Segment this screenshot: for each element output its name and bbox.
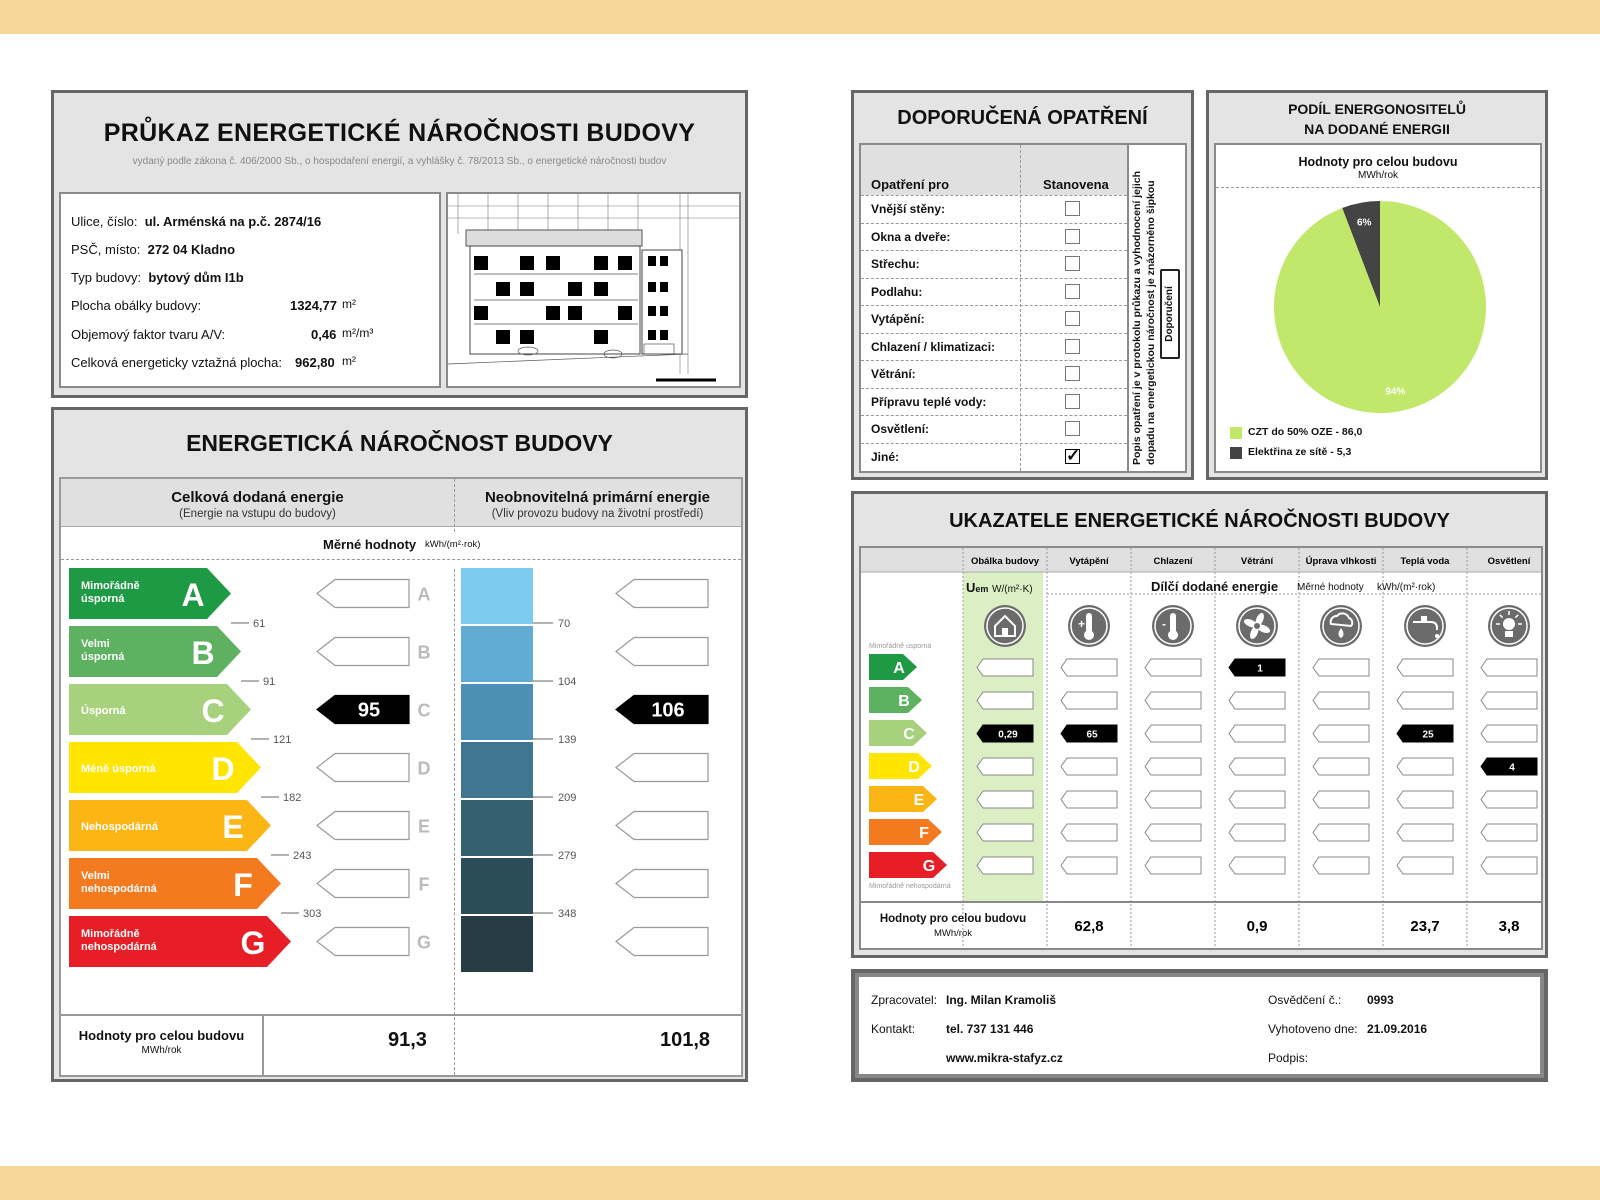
dash-line xyxy=(61,559,741,560)
measure-checkbox[interactable] xyxy=(1065,339,1080,354)
indicator-empty-slot xyxy=(1145,692,1201,709)
indicators-total-unit: MWh/rok xyxy=(934,928,972,939)
delivered-threshold: 243 xyxy=(293,850,312,862)
class-label-a-2: úsporná xyxy=(81,593,125,605)
indicator-marker-value: 4 xyxy=(1509,762,1515,774)
dash-line xyxy=(1216,187,1540,188)
legend-swatch-electricity xyxy=(1230,447,1242,459)
bulb-icon xyxy=(1488,605,1530,647)
primary-threshold: 348 xyxy=(558,908,577,920)
measure-label: Chlazení / klimatizaci: xyxy=(871,339,996,354)
partial-energy-sub: Měrné hodnoty xyxy=(1297,582,1364,593)
legend-label-czt: CZT do 50% OZE - 86,0 xyxy=(1248,426,1363,438)
floor-area-value: 962,80 xyxy=(295,355,335,370)
measure-checkbox[interactable] xyxy=(1065,201,1080,216)
indicator-empty-slot xyxy=(1313,725,1369,742)
delivered-slot-letter-e: E xyxy=(417,816,431,837)
measures-col2-header: Stanovena xyxy=(1043,177,1109,192)
class-letter-e: E xyxy=(222,809,244,845)
measures-col1-header: Opatření pro xyxy=(871,177,950,192)
indicator-column-header: Osvětlení xyxy=(1487,556,1531,567)
signature-label: Podpis: xyxy=(1268,1051,1309,1065)
indicator-column-header: Větrání xyxy=(1240,556,1274,567)
cooling-thermometer-icon xyxy=(1152,605,1194,647)
partial-energy-label: Dílčí dodané energie xyxy=(1151,579,1279,594)
measure-checkbox[interactable] xyxy=(1065,394,1080,409)
measures-row-divider xyxy=(861,443,1127,444)
indicator-empty-slot xyxy=(1229,725,1285,742)
certificate-label: Osvědčení č.: xyxy=(1268,993,1342,1007)
house-icon xyxy=(984,605,1026,647)
building-drawing-box xyxy=(446,192,741,388)
svg-text:+: + xyxy=(1078,617,1086,631)
indicator-marker-value: 1 xyxy=(1257,663,1263,675)
recommended-measures-panel xyxy=(851,90,1194,480)
delivered-energy-title: Celková dodaná energie xyxy=(171,489,344,506)
class-letter-g: G xyxy=(240,925,266,961)
legend-swatch-czt xyxy=(1230,427,1242,439)
energy-carrier-pie-chart xyxy=(1216,191,1540,421)
delivered-slot-d xyxy=(317,754,409,782)
uem-subscript: em xyxy=(975,584,989,594)
indicator-column-header: Chlazení xyxy=(1153,556,1193,567)
delivered-threshold: 303 xyxy=(303,908,322,920)
measure-label: Střechu: xyxy=(871,257,920,271)
delivered-threshold: 61 xyxy=(253,618,266,630)
measures-row-divider xyxy=(861,250,1127,251)
indicator-empty-slot xyxy=(1313,824,1369,841)
indicator-empty-slot xyxy=(1481,824,1537,841)
class-label-b-2: úsporná xyxy=(81,651,125,663)
type-label: Typ budovy: xyxy=(71,270,142,285)
factor-value: 0,46 xyxy=(311,327,337,342)
measure-label: Vnější stěny: xyxy=(871,202,946,216)
class-label-d: Méně úsporná xyxy=(81,763,156,775)
side-note-line-1: Popis opatření je v protokolu průkazu a vyhodnocení jejich xyxy=(1131,170,1143,465)
indicator-empty-slot xyxy=(1481,857,1537,874)
indicator-empty-slot xyxy=(1145,725,1201,742)
indicator-empty-slot xyxy=(1061,857,1117,874)
indicator-empty-slot xyxy=(977,758,1033,775)
primary-bar-g xyxy=(461,916,533,972)
indicators-title: UKAZATELE ENERGETICKÉ NÁROČNOSTI BUDOVY xyxy=(949,510,1450,532)
delivered-slot-letter-g: G xyxy=(416,932,432,953)
measure-label: Podlahu: xyxy=(871,284,923,299)
contact-phone: tel. 737 131 446 xyxy=(946,1022,1034,1036)
measures-row-divider xyxy=(861,195,1127,196)
indicator-empty-slot xyxy=(1397,692,1453,709)
bottom-band xyxy=(0,1166,1600,1200)
delivered-slot-letter-a: A xyxy=(417,584,431,605)
primary-slot-a xyxy=(616,580,708,608)
delivered-slot-b xyxy=(317,638,409,666)
measure-label: Okna a dveře: xyxy=(871,229,951,244)
measure-checkbox[interactable] xyxy=(1065,311,1080,326)
indicator-empty-slot xyxy=(1397,758,1453,775)
area-label: Plocha obálky budovy: xyxy=(71,298,202,313)
energy-performance-panel xyxy=(51,407,748,1082)
indicator-empty-slot xyxy=(1397,791,1453,808)
uem-label xyxy=(966,580,1033,595)
recommendation-arrow-label: Doporučení xyxy=(1164,286,1175,342)
area-unit: m² xyxy=(342,297,356,311)
indicator-total-value: 23,7 xyxy=(1410,918,1440,935)
delivered-energy-value: 95 xyxy=(357,699,381,722)
measures-side-note xyxy=(1130,153,1160,465)
primary-bar-a xyxy=(461,568,533,624)
indicator-class-letter-g: G xyxy=(922,858,936,875)
psc-value: 272 04 Kladno xyxy=(147,242,236,257)
delivered-threshold: 182 xyxy=(283,792,302,804)
scale-top-note: Mimořádně úsporná xyxy=(869,643,932,650)
primary-slot-g xyxy=(616,928,708,956)
measures-col-divider xyxy=(1020,145,1021,471)
indicator-empty-slot xyxy=(1229,857,1285,874)
primary-slot-e xyxy=(616,812,708,840)
heating-thermometer-icon xyxy=(1068,605,1110,647)
class-arrow-d xyxy=(69,742,261,793)
energy-class-scale xyxy=(61,564,741,1014)
indicator-empty-slot xyxy=(1145,791,1201,808)
street-value: ul. Arménská na p.č. 2874/16 xyxy=(144,214,322,229)
floor-area-label: Celková energeticky vztažná plocha: xyxy=(71,355,283,370)
primary-energy-title: Neobnovitelná primární energie xyxy=(484,489,711,506)
share-unit: MWh/rok xyxy=(1358,170,1398,181)
footer-panel xyxy=(851,969,1548,1082)
indicator-total-value: 0,9 xyxy=(1246,918,1268,935)
measure-checkbox[interactable] xyxy=(1065,284,1080,299)
indicator-empty-slot xyxy=(1397,857,1453,874)
total-delivered-energy: 91,3 xyxy=(388,1029,427,1051)
measures-row-divider xyxy=(861,415,1127,416)
delivered-slot-e xyxy=(317,812,409,840)
delivered-slot-letter-d: D xyxy=(417,758,431,779)
primary-threshold: 209 xyxy=(558,792,577,804)
indicator-class-letter-d: D xyxy=(908,759,920,776)
area-value: 1324,77 xyxy=(290,298,337,313)
class-letter-f: F xyxy=(233,867,253,903)
total-primary-energy: 101,8 xyxy=(660,1029,711,1051)
indicator-empty-slot xyxy=(1313,857,1369,874)
indicator-class-arrow-g xyxy=(869,852,947,878)
delivered-slot-f xyxy=(317,870,409,898)
indicator-empty-slot xyxy=(977,692,1033,709)
indicator-empty-slot xyxy=(1061,758,1117,775)
measure-checkbox[interactable] xyxy=(1065,421,1080,436)
indicator-empty-slot xyxy=(977,659,1033,676)
primary-slot-b xyxy=(616,638,708,666)
primary-threshold: 139 xyxy=(558,734,577,746)
class-arrow-g xyxy=(69,916,291,967)
measures-row-divider xyxy=(861,223,1127,224)
specific-values-label: Měrné hodnoty xyxy=(323,537,417,552)
energy-title: ENERGETICKÁ NÁROČNOST BUDOVY xyxy=(186,430,613,456)
street-label: Ulice, číslo: xyxy=(71,214,138,229)
class-label-e: Nehospodárná xyxy=(81,821,159,833)
indicators-table xyxy=(859,546,1543,950)
primary-slot-f xyxy=(616,870,708,898)
issue-date-value: 21.09.2016 xyxy=(1367,1022,1428,1036)
indicator-class-arrow-f xyxy=(869,819,942,845)
indicator-total-value: 3,8 xyxy=(1498,918,1520,935)
measures-row-divider xyxy=(861,305,1127,306)
share-chart-box xyxy=(1214,143,1542,473)
delivered-slot-letter-f: F xyxy=(418,874,430,895)
class-label-f-2: nehospodárná xyxy=(81,883,157,895)
side-note-line-2: dopadu na energetickou náročnost je znázorněno šipkou xyxy=(1145,180,1157,465)
delivered-threshold: 121 xyxy=(273,734,292,746)
certificate-header-panel xyxy=(51,90,748,398)
class-arrow-a xyxy=(69,568,231,619)
class-letter-b: B xyxy=(191,635,215,671)
fan-icon xyxy=(1236,605,1278,647)
indicator-empty-slot xyxy=(1145,857,1201,874)
class-label-a: Mimořádně xyxy=(81,580,140,592)
total-row-divider xyxy=(61,1014,741,1016)
class-letter-c: C xyxy=(201,693,225,729)
indicator-empty-slot xyxy=(1229,692,1285,709)
indicator-class-arrow-c xyxy=(869,720,927,746)
uem-unit: W/(m²·K) xyxy=(992,584,1033,595)
indicator-empty-slot xyxy=(1481,791,1537,808)
floor-area-unit: m² xyxy=(342,354,356,368)
indicator-class-arrow-e xyxy=(869,786,937,812)
prepared-by-label: Zpracovatel: xyxy=(871,993,938,1007)
indicator-empty-slot xyxy=(1313,758,1369,775)
legend-label-electricity: Elektřina ze sítě - 5,3 xyxy=(1248,446,1352,458)
pie-label-czt: 94% xyxy=(1385,386,1406,398)
indicator-empty-slot xyxy=(1061,659,1117,676)
indicator-empty-slot xyxy=(1229,824,1285,841)
measure-label: Osvětlení: xyxy=(871,422,930,436)
indicator-marker-value: 25 xyxy=(1422,729,1434,741)
primary-threshold: 279 xyxy=(558,850,577,862)
indicator-column-header: Teplá voda xyxy=(1400,556,1450,567)
indicator-empty-slot xyxy=(1397,659,1453,676)
primary-bar-c xyxy=(461,684,533,740)
measure-label: Větrání: xyxy=(871,367,916,381)
indicator-column-header: Obálka budovy xyxy=(970,556,1040,567)
footer-box xyxy=(859,977,1540,1074)
indicator-class-arrow-d xyxy=(869,753,932,779)
measure-checkbox-checked[interactable]: ✓ xyxy=(1066,445,1081,465)
class-label-f: Velmi xyxy=(81,870,110,882)
share-subtitle: Hodnoty pro celou budovu xyxy=(1298,155,1458,169)
indicator-class-letter-c: C xyxy=(903,726,915,743)
indicators-panel xyxy=(851,491,1548,958)
partial-energy-unit: kWh/(m²·rok) xyxy=(1377,582,1436,593)
indicator-empty-slot xyxy=(1061,824,1117,841)
measures-side-divider xyxy=(1127,145,1129,471)
recommendation-arrow xyxy=(1160,269,1180,359)
indicator-column-header: Vytápění xyxy=(1069,556,1109,567)
primary-energy-value: 106 xyxy=(651,699,685,722)
class-label-g-2: nehospodárná xyxy=(81,941,157,953)
class-arrow-f xyxy=(69,858,281,909)
indicator-marker-value: 65 xyxy=(1086,729,1098,741)
prepared-by-value: Ing. Milan Kramoliš xyxy=(946,993,1057,1007)
contact-website[interactable]: www.mikra-stafyz.cz xyxy=(946,1051,1063,1065)
indicator-total-value: 62,8 xyxy=(1074,918,1104,935)
street-row xyxy=(71,214,321,229)
indicator-empty-slot xyxy=(1145,758,1201,775)
measure-label: Vytápění: xyxy=(871,312,925,326)
specific-values-unit: kWh/(m²·rok) xyxy=(425,539,481,550)
delivered-slot-a xyxy=(317,580,409,608)
indicator-empty-slot xyxy=(977,791,1033,808)
measures-title: DOPORUČENÁ OPATŘENÍ xyxy=(897,107,1148,129)
indicator-marker-value: 0,29 xyxy=(998,729,1018,741)
share-title-line1: PODÍL ENERGONOSITELŮ xyxy=(1288,101,1466,117)
measure-checkbox[interactable] xyxy=(1065,229,1080,244)
svg-text:-: - xyxy=(1162,617,1166,631)
indicators-total-label: Hodnoty pro celou budovu xyxy=(879,913,1027,925)
indicator-empty-slot xyxy=(1481,659,1537,676)
primary-threshold: 70 xyxy=(558,618,571,630)
top-band xyxy=(0,0,1600,34)
type-row xyxy=(71,270,244,285)
delivered-threshold: 91 xyxy=(263,676,276,688)
building-info-box xyxy=(59,192,441,388)
indicator-class-letter-a: A xyxy=(893,660,905,677)
primary-threshold: 104 xyxy=(558,676,577,688)
indicator-empty-slot xyxy=(1229,758,1285,775)
indicator-class-arrow-b xyxy=(869,687,922,713)
energy-carrier-share-panel xyxy=(1206,90,1548,480)
total-label: Hodnoty pro celou budovu xyxy=(78,1028,245,1043)
contact-label: Kontakt: xyxy=(871,1022,916,1036)
indicator-column-header: Úprava vlhkosti xyxy=(1305,556,1377,567)
certificate-number: 0993 xyxy=(1367,993,1394,1007)
delivered-slot-letter-b: B xyxy=(417,642,431,663)
pie-slice-czt xyxy=(1274,201,1486,413)
tap-icon xyxy=(1404,605,1446,647)
indicator-empty-slot xyxy=(1481,692,1537,709)
primary-bar-d xyxy=(461,742,533,798)
primary-bar-e xyxy=(461,800,533,856)
pie-label-electricity: 6% xyxy=(1357,217,1372,229)
factor-label: Objemový faktor tvaru A/V: xyxy=(71,327,226,342)
primary-bar-f xyxy=(461,858,533,914)
class-label-c: Úsporná xyxy=(81,705,126,717)
indicator-empty-slot xyxy=(1229,791,1285,808)
indicator-empty-slot xyxy=(1313,659,1369,676)
delivered-slot-g xyxy=(317,928,409,956)
total-unit: MWh/rok xyxy=(141,1045,182,1056)
measure-checkbox[interactable] xyxy=(1065,366,1080,381)
delivered-slot-letter-c: C xyxy=(417,700,431,721)
measures-row-divider xyxy=(861,333,1127,334)
indicator-class-letter-e: E xyxy=(913,792,925,809)
measure-label: Jiné: xyxy=(871,449,900,464)
indicator-empty-slot xyxy=(977,857,1033,874)
indicator-empty-slot xyxy=(977,824,1033,841)
indicator-class-letter-f: F xyxy=(919,825,929,842)
primary-slot-d xyxy=(616,754,708,782)
class-letter-a: A xyxy=(181,577,205,613)
delivered-energy-subtitle: (Energie na vstupu do budovy) xyxy=(179,508,336,520)
class-label-b: Velmi xyxy=(81,638,110,650)
factor-unit: m²/m³ xyxy=(342,326,374,340)
indicator-class-letter-b: B xyxy=(898,693,910,710)
class-label-g: Mimořádně xyxy=(81,928,140,940)
class-arrow-b xyxy=(69,626,241,677)
psc-label: PSČ, místo: xyxy=(71,242,141,257)
building-elevation-drawing xyxy=(448,194,739,386)
measures-row-divider xyxy=(861,388,1127,389)
indicator-empty-slot xyxy=(1397,824,1453,841)
document-title: PRŮKAZ ENERGETICKÉ NÁROČNOSTI BUDOVY xyxy=(103,119,696,147)
primary-bar-b xyxy=(461,626,533,682)
indicator-empty-slot xyxy=(1061,692,1117,709)
primary-energy-subtitle: (Vliv provozu budovy na životní prostředí) xyxy=(491,508,704,520)
measure-label: Přípravu teplé vody: xyxy=(871,394,987,409)
total-row-cell-divider xyxy=(262,1014,264,1075)
issue-date-label: Vyhotoveno dne: xyxy=(1268,1022,1358,1036)
class-letter-d: D xyxy=(211,751,235,787)
psc-row xyxy=(71,242,235,257)
indicator-empty-slot xyxy=(1145,659,1201,676)
type-value: bytový dům I1b xyxy=(148,270,244,285)
measure-checkbox[interactable] xyxy=(1065,256,1080,271)
class-arrow-c xyxy=(69,684,251,735)
uem-symbol: U xyxy=(966,580,976,595)
measures-row-divider xyxy=(861,360,1127,361)
measures-row-divider xyxy=(861,278,1127,279)
share-title-line2: NA DODANÉ ENERGII xyxy=(1304,121,1450,137)
indicator-empty-slot xyxy=(1145,824,1201,841)
humidity-icon xyxy=(1320,605,1362,647)
document-subtitle: vydaný podle zákona č. 406/2000 Sb., o hospodaření energií, a vyhlášky č. 78/2013 Sb., o energetické náročnosti budov xyxy=(132,156,667,167)
indicators-grid xyxy=(861,548,1541,948)
indicator-empty-slot xyxy=(1061,791,1117,808)
energy-label-box xyxy=(59,477,743,1077)
measures-table xyxy=(859,143,1187,473)
indicator-empty-slot xyxy=(1313,692,1369,709)
indicator-empty-slot xyxy=(1313,791,1369,808)
scale-bottom-note: Mimořádně nehospodárná xyxy=(869,883,951,890)
indicator-empty-slot xyxy=(1481,725,1537,742)
class-arrow-e xyxy=(69,800,271,851)
